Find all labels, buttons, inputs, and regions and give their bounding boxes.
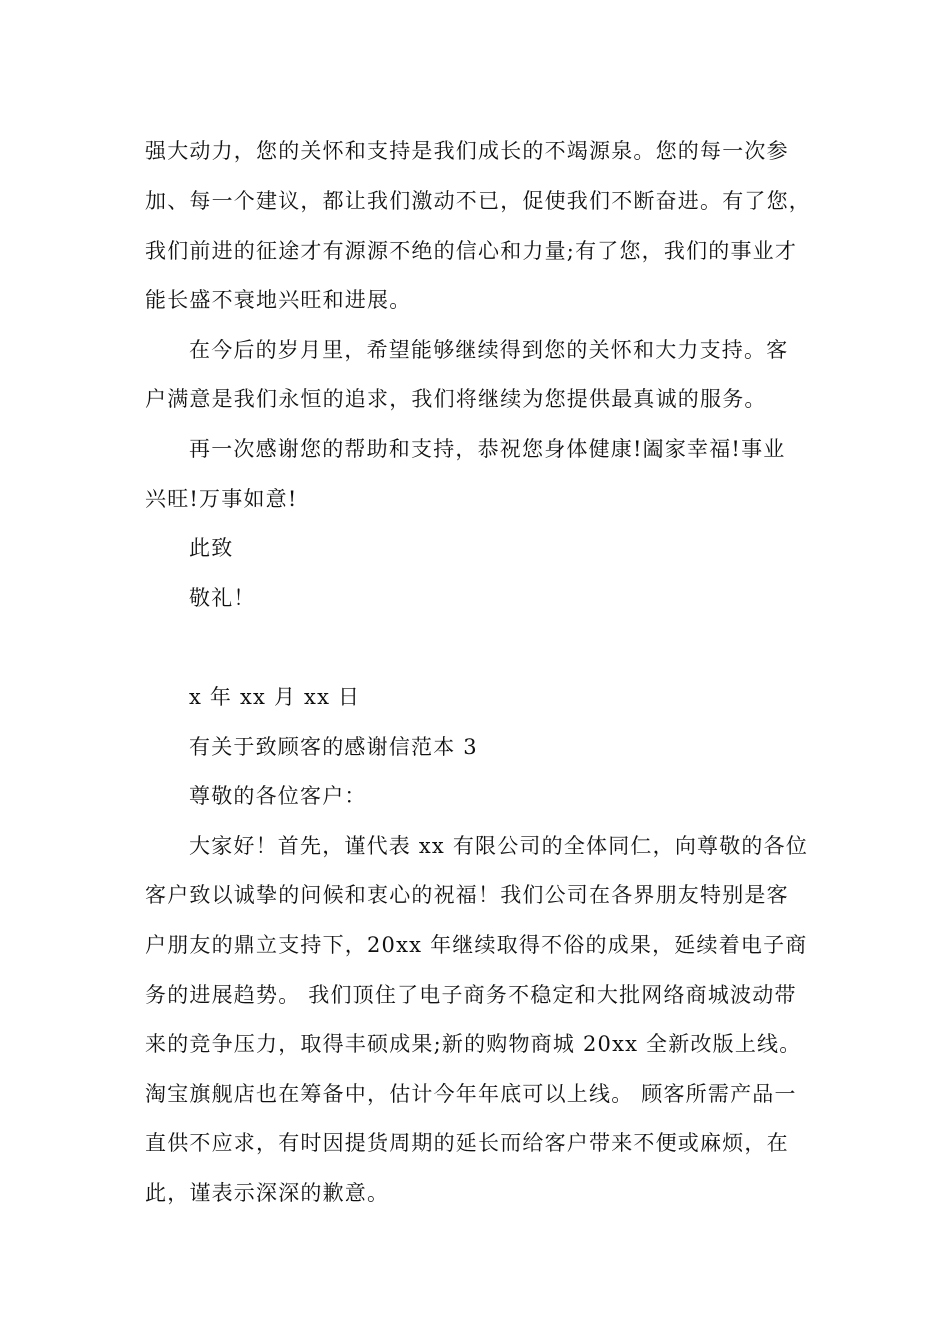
- paragraph-line: 再一次感谢您的帮助和支持，恭祝您身体健康!阖家幸福!事业: [189, 437, 786, 461]
- paragraph-line: 在今后的岁月里，希望能够继续得到您的关怀和大力支持。客: [189, 338, 789, 362]
- closing-phrase: 此致: [189, 536, 234, 560]
- paragraph-line: 户朋友的鼎立支持下，20xx 年继续取得不俗的成果，延续着电子商: [145, 933, 808, 957]
- paragraph-line: 务的进展趋势。 我们顶住了电子商务不稳定和大批网络商城波动带: [145, 983, 797, 1007]
- paragraph-line: 大家好！首先，谨代表 xx 有限公司的全体同仁，向尊敬的各位: [189, 834, 809, 858]
- paragraph-line: 直供不应求，有时因提货周期的延长而给客户带来不便或麻烦，在: [145, 1131, 789, 1155]
- paragraph-line: 淘宝旗舰店也在筹备中，估计今年年底可以上线。 顾客所需产品一: [145, 1082, 797, 1106]
- paragraph-line: 来的竞争压力，取得丰硕成果;新的购物商城 20xx 全新改版上线。: [145, 1032, 802, 1056]
- paragraph-line: 能长盛不衰地兴旺和进展。: [145, 288, 412, 312]
- paragraph-line: 强大动力，您的关怀和支持是我们成长的不竭源泉。您的每一次参: [145, 139, 789, 163]
- date-line: x 年 xx 月 xx 日: [189, 685, 361, 709]
- paragraph-line: 我们前进的征途才有源源不绝的信心和力量;有了您，我们的事业才: [145, 239, 798, 263]
- section-title: 有关于致顾客的感谢信范本 3: [189, 735, 478, 759]
- salutation-closing: 敬礼！: [189, 586, 256, 610]
- greeting: 尊敬的各位客户：: [189, 784, 367, 808]
- paragraph-line: 兴旺!万事如意!: [145, 487, 298, 511]
- paragraph-line: 客户致以诚挚的问候和衷心的祝福！我们公司在各界朋友特别是客: [145, 883, 789, 907]
- paragraph-line: 此，谨表示深深的歉意。: [145, 1181, 390, 1205]
- paragraph-line: 加、每一个建议，都让我们激动不已，促使我们不断奋进。有了您，: [145, 189, 811, 213]
- paragraph-line: 户满意是我们永恒的追求，我们将继续为您提供最真诚的服务。: [145, 387, 767, 411]
